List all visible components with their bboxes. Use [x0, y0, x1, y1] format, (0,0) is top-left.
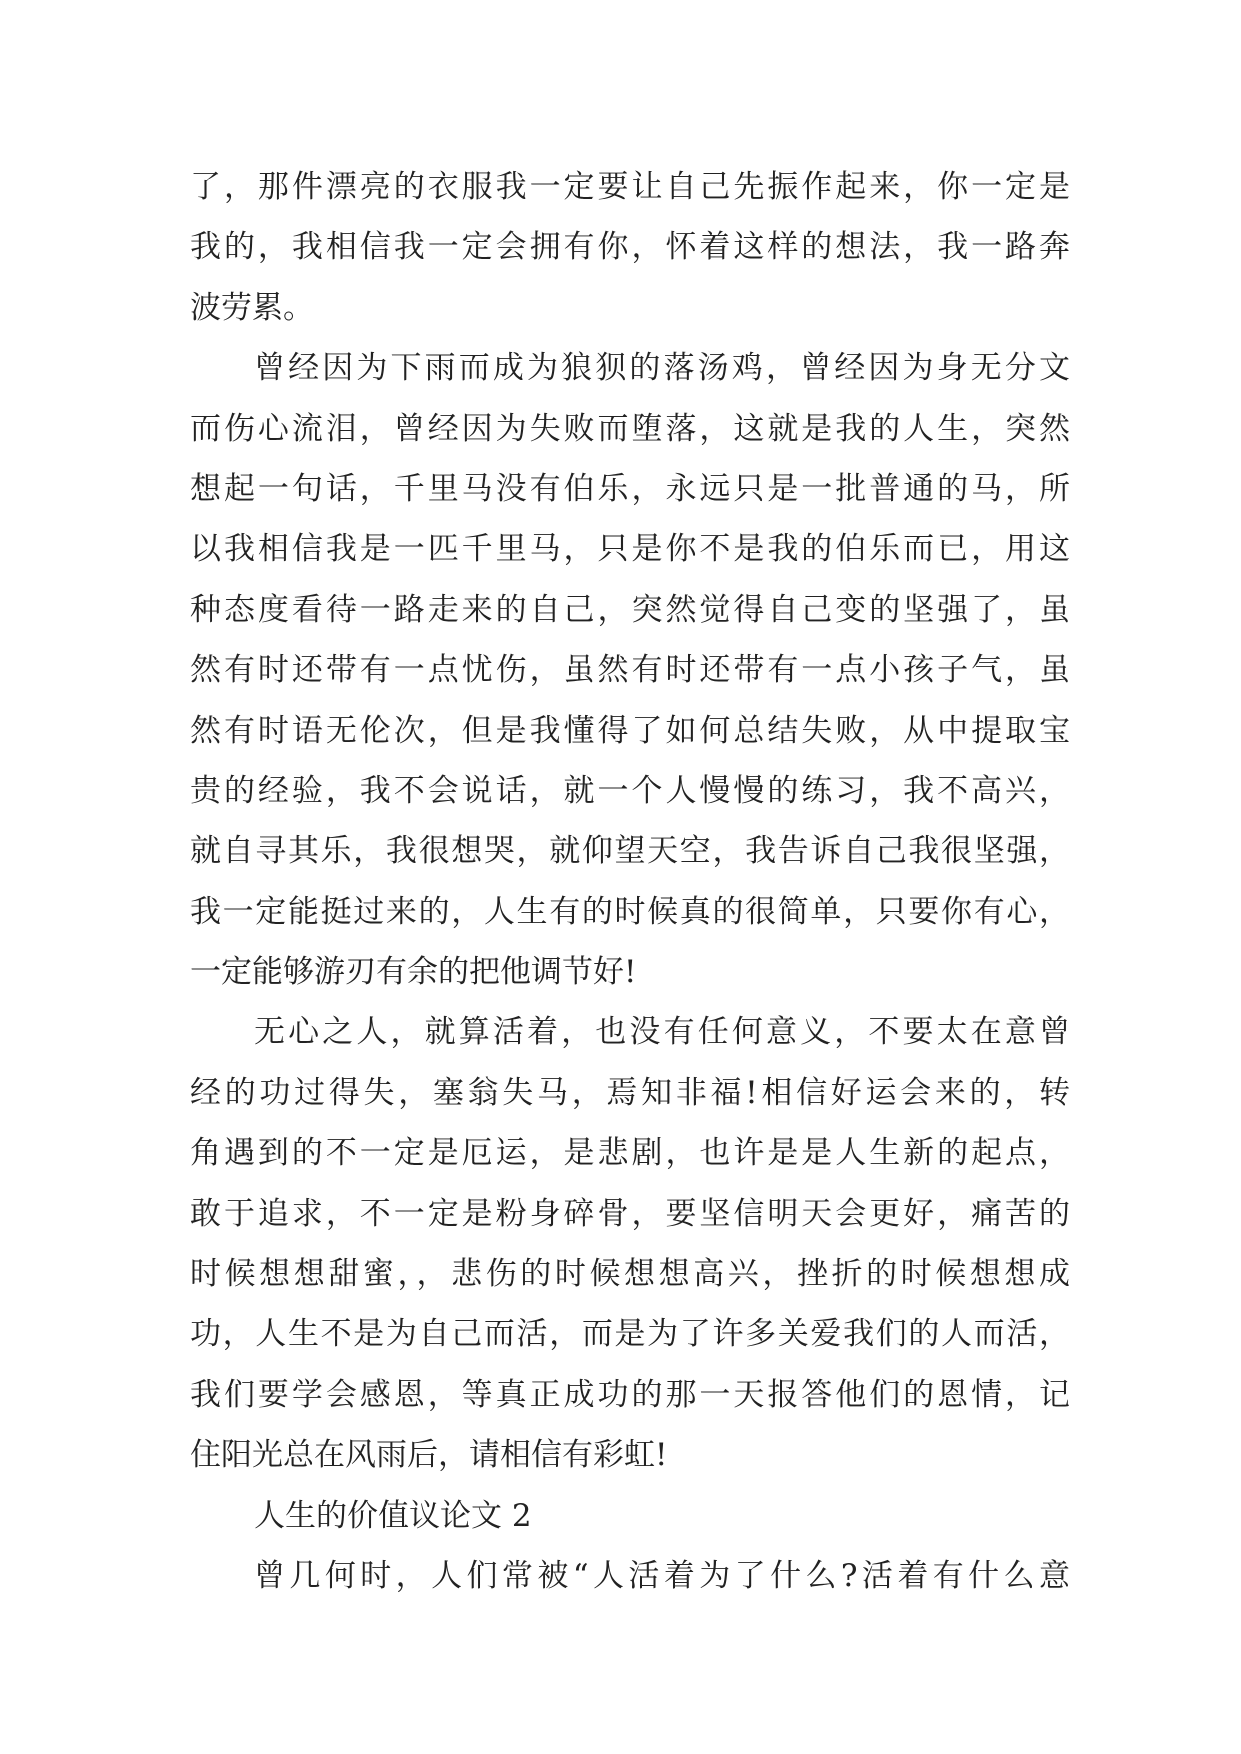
text-line: 敢于追求，不一定是粉身碎骨，要坚信明天会更好，痛苦的 — [190, 1195, 1070, 1232]
text-line: 就自寻其乐，我很想哭，就仰望天空，我告诉自己我很坚强， — [190, 833, 1070, 870]
text-line: 我一定能挺过来的，人生有的时候真的很简单，只要你有心， — [190, 893, 1070, 930]
text-line: 时候想想甜蜜，，悲伤的时候想想高兴，挫折的时候想想成 — [190, 1256, 1070, 1293]
text-line: 种态度看待一路走来的自己，突然觉得自己变的坚强了，虽 — [190, 591, 1070, 628]
paragraph-start-line: 曾经因为下雨而成为狼狈的落汤鸡，曾经因为身无分文 — [254, 350, 1070, 387]
text-line: 波劳累。 — [190, 289, 314, 326]
text-line: 然有时语无伦次，但是我懂得了如何总结失败，从中提取宝 — [190, 712, 1070, 749]
text-line: 了，那件漂亮的衣服我一定要让自己先振作起来，你一定是 — [190, 169, 1070, 205]
document-body — [190, 157, 1070, 1606]
text-line: 我们要学会感恩，等真正成功的那一天报答他们的恩情，记 — [190, 1376, 1070, 1413]
text-line: 想起一句话，千里马没有伯乐，永远只是一批普通的马，所 — [190, 470, 1070, 507]
text-line: 贵的经验，我不会说话，就一个人慢慢的练习，我不高兴， — [190, 772, 1070, 809]
text-line: 我的，我相信我一定会拥有你，怀着这样的想法，我一路奔 — [190, 229, 1070, 266]
section-heading: 人生的价值议论文 2 — [254, 1497, 532, 1534]
text-line: 以我相信我是一匹千里马，只是你不是我的伯乐而已，用这 — [190, 531, 1070, 568]
text-line: 而伤心流泪，曾经因为失败而堕落，这就是我的人生，突然 — [190, 410, 1070, 447]
paragraph-start-line: 曾几何时，人们常被“人活着为了什么?活着有什么意 — [254, 1557, 1070, 1594]
text-line: 一定能够游刃有余的把他调节好! — [190, 954, 637, 991]
text-line: 功，人生不是为自己而活，而是为了许多关爱我们的人而活， — [190, 1316, 1070, 1353]
text-line: 住阳光总在风雨后，请相信有彩虹! — [190, 1437, 668, 1474]
text-line: 然有时还带有一点忧伤，虽然有时还带有一点小孩子气，虽 — [190, 652, 1070, 689]
text-line: 经的功过得失，塞翁失马，焉知非福!相信好运会来的，转 — [190, 1074, 1070, 1111]
paragraph-start-line: 无心之人，就算活着，也没有任何意义，不要太在意曾 — [254, 1014, 1070, 1051]
text-line: 角遇到的不一定是厄运，是悲剧，也许是是人生新的起点， — [190, 1135, 1070, 1172]
